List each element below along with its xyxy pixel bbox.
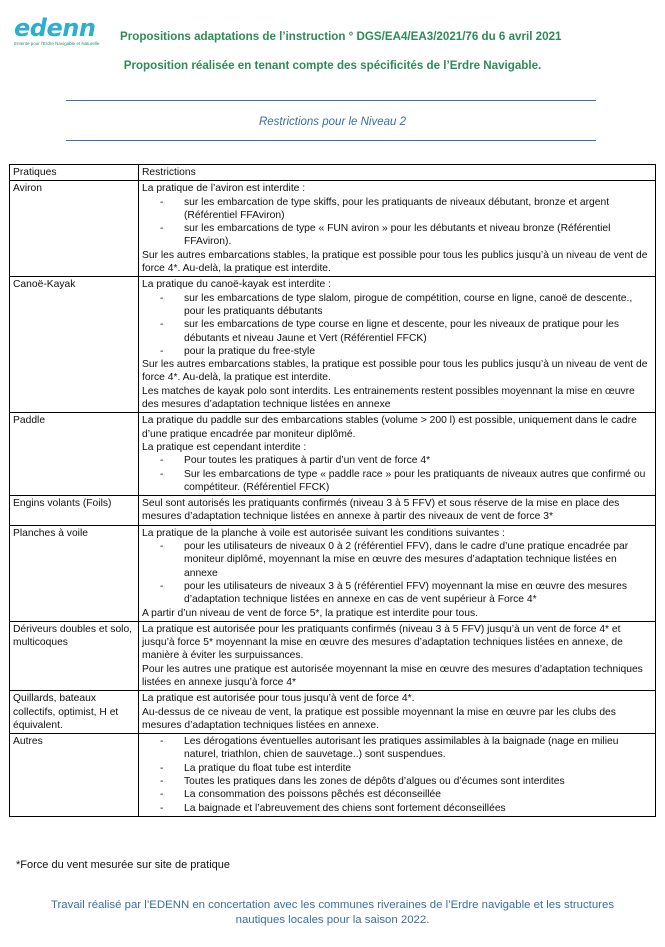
restriction-list [142,454,652,494]
practice-name: Aviron [10,181,139,277]
practice-name: Quillards, bateaux collectifs, optimist, H et équivalent. [10,691,139,734]
restriction-text: Seul sont autorisés les pratiquants confirmés (niveau 3 à 5 FFV) et sous réserve de la mise en place des mesures d’adaptation technique listées en annexe à partir des niveaux de vent de force 3* [142,498,620,523]
section-title: Restrictions pour le Niveau 2 [258,116,406,128]
list-item: - Toutes les pratiques dans les zones de dépôts d’algues ou d’écumes sont interdites [184,775,652,788]
table-row [10,277,656,413]
list-item: - Sur les embarcations de type « paddle race » pour les pratiquants de niveaux autres que confirmé ou compétiteur. (Référentiel FFCK) [184,468,652,495]
restriction-text: La pratique du paddle sur des embarcations stables (volume > 200 l) est possible, uniquement dans le cadre d’une pratique encadrée par moniteur diplômé. [142,415,637,440]
document-title: Propositions adaptations de l’instruction ° DGS/EA4/EA3/2021/76 du 6 avril 2021 [120,30,562,43]
list-item: - La baignade et l’abreuvement des chiens sont fortement déconseillées [184,802,652,815]
practice-name: Autres [10,734,139,817]
document-subtitle: Proposition réalisée en tenant compte des spécificités de l’Erdre Navigable. [123,59,542,72]
practice-name: Planches à voile [10,525,139,621]
list-item: - La consommation des poissons pêchés est déconseillée [184,788,652,801]
table-row [10,691,656,734]
list-item: - pour les utilisateurs de niveaux 3 à 5 (référentiel FFV) moyennant la mise en œuvre des mesures d’adaptation technique listées en annexe en cas de vent supérieur à Force 4* [184,580,652,607]
restrictions-cell [139,525,656,621]
restriction-text: La pratique du canoë-kayak est interdite : [142,279,331,291]
table-row [10,525,656,621]
restrictions-cell [139,277,656,413]
table-row [10,496,656,526]
list-item: - Pour toutes les pratiques à partir d’un vent de force 4* [184,454,652,467]
table-row [10,181,656,277]
restrictions-cell [139,691,656,734]
list-item: - sur les embarcations de type course en ligne et descente, pour les niveaux de pratique pour les débutants et niveau Jaune et Vert (Référentiel FFCK) [184,318,652,345]
restrictions-cell [139,734,656,817]
logo-wordmark: edenn [14,14,96,42]
restrictions-cell [139,413,656,496]
divider-bottom [66,140,596,141]
restrictions-table [9,164,656,817]
list-item: - pour les utilisateurs de niveaux 0 à 2 (référentiel FFV), dans le cadre d’une pratique encadrée par moniteur diplômé, moyennant la mise en œuvre des mesures d’adaptation technique listées en annexe [184,540,652,580]
restriction-text: Au-dessus de ce niveau de vent, la pratique est possible moyennant la mise en œuvre par les clubs des mesures d’adaptation techniques listées en annexe. [142,706,616,731]
list-item: - pour la pratique du free-style [184,345,652,358]
logo-tagline: Entente pour l'Erdre Navigable et Naturelle [14,41,100,46]
divider-top [66,100,596,101]
practice-name: Engins volants (Foils) [10,496,139,526]
table-row [10,734,656,817]
practice-name: Canoë-Kayak [10,277,139,413]
table-header-row [10,165,656,181]
practice-name: Dériveurs doubles et solo, multicoques [10,621,139,690]
restriction-text: Les matches de kayak polo sont interdits. Les entrainements restent possibles moyennant la mise en œuvre des mesures d’adaptation technique listées en annexe [142,385,635,411]
restrictions-cell [139,181,656,277]
edenn-logo [14,16,110,46]
list-item: - Les dérogations éventuelles autorisant les pratiques assimilables à la baignade (nage en milieu naturel, triathlon, chien de sauvetage..) sont suspendues. [184,735,652,762]
restriction-list [142,196,652,249]
footnote: *Force du vent mesurée sur site de pratique [16,859,231,871]
restriction-text: A partir d’un niveau de vent de force 5*, la pratique est interdite pour tous. [142,607,479,619]
restrictions-cell [139,496,656,526]
restriction-text: La pratique de la planche à voile est autorisée suivant les conditions suivantes : [142,527,505,539]
restriction-text: La pratique est cependant interdite : [142,441,307,453]
restriction-list [142,292,652,358]
restriction-text: La pratique est autorisée pour tous jusqu’à vent de force 4*. [142,693,415,705]
table-row [10,413,656,496]
restriction-text: Sur les autres embarcations stables, la pratique est possible pour tous les publics jusqu’à un niveau de vent de force 4*. Au-delà, la pratique est interdite. [142,359,648,384]
restriction-list [142,540,652,606]
restriction-list [142,735,652,815]
restriction-text: Pour les autres une pratique est autorisée moyennant la mise en œuvre des mesures d’adaptation techniques listées en annexe jusqu’à force 4* [142,663,643,688]
restriction-text: La pratique de l’aviron est interdite : [142,183,306,195]
list-item: - sur les embarcations de type « FUN aviron » pour les débutants et niveau bronze (Référentiel FFAviron). [184,222,652,249]
header-restrictions: Restrictions [139,165,656,181]
header-pratiques: Pratiques [10,165,139,181]
footer-credit: Travail réalisé par l’EDENN en concertation avec les communes riveraines de l’Erdre navigable et les structures nautiques locales pour la saison 2022. [50,899,615,926]
list-item: - La pratique du float tube est interdite [184,762,652,775]
restriction-text: La pratique est autorisée pour les pratiquants confirmés (niveau 3 à 5 FFV) jusqu’à un vent de force 4* et jusqu’à force 5* moyennant la mise en œuvre des mesures d’adaptation techniques listées en annexe, de manière à éviter les surpuissances. [142,623,623,662]
restrictions-cell [139,621,656,690]
list-item: - sur les embarcation de type skiffs, pour les pratiquants de niveaux débutant, bronze et argent (Référentiel FFAviron) [184,196,652,223]
table-row [10,621,656,690]
practice-name: Paddle [10,413,139,496]
list-item: - sur les embarcations de type slalom, pirogue de compétition, course en ligne, canoë de descente., pour les pratiquants débutants [184,292,652,319]
restriction-text: Sur les autres embarcations stables, la pratique est possible pour tous les publics jusqu’à un niveau de vent de force 4*. Au-delà, la pratique est interdite. [142,249,648,275]
